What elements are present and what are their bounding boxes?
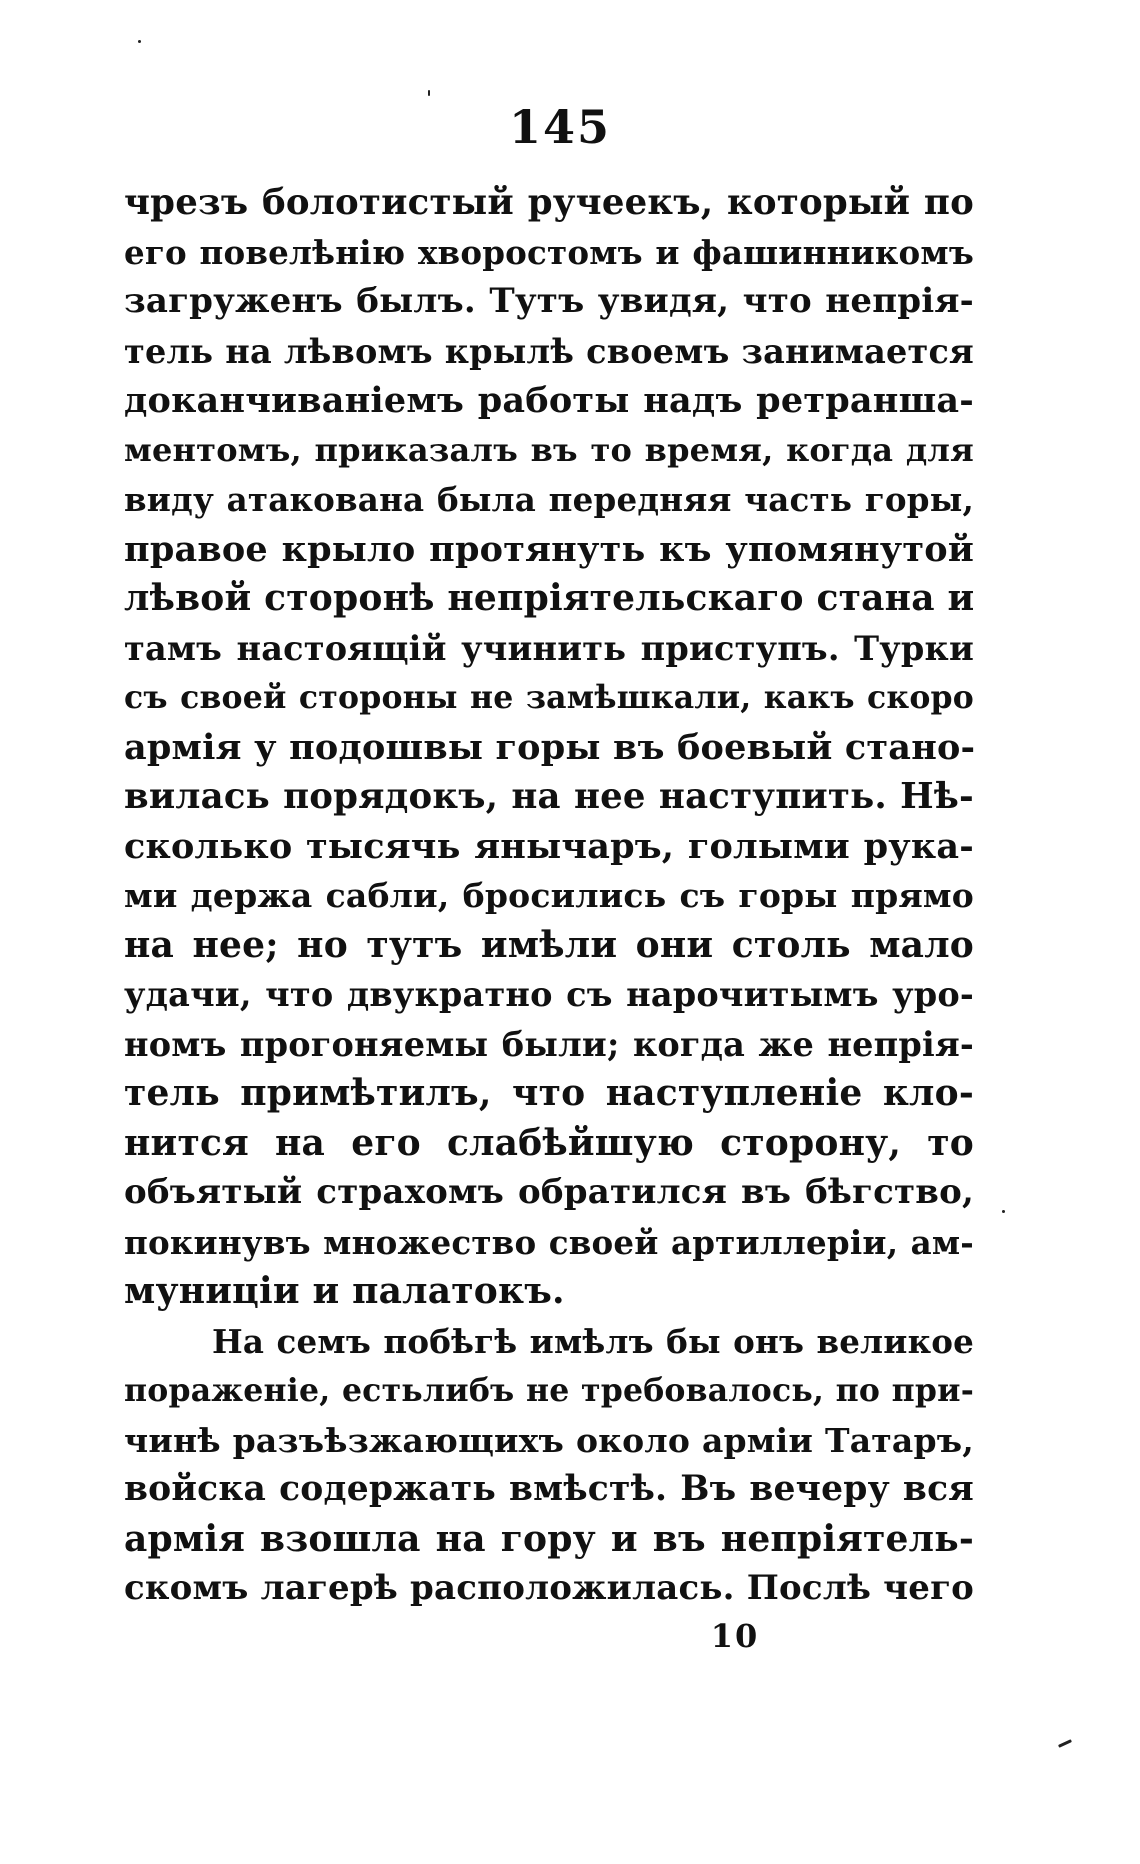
text-line: скомъ лагерѣ расположилась. Послѣ чего (124, 1568, 974, 1608)
text-line: виду атакована была передняя часть горы, (124, 480, 974, 519)
text-line: пораженіе, естьлибъ не требовалось, по при- (124, 1372, 974, 1409)
scan-speck (138, 40, 141, 43)
text-line: покинувъ множество своей артиллеріи, ам- (124, 1222, 974, 1262)
text-line: тель на лѣвомъ крылѣ своемъ занимается (124, 331, 974, 371)
text-line: ми держа сабли, бросились съ горы прямо (124, 876, 974, 915)
text-line: объятый страхомъ обратился въ бѣгство, (124, 1172, 974, 1212)
scan-speck (1002, 1210, 1005, 1213)
text-line: его повелѣнію хворостомъ и фашинникомъ (124, 232, 974, 272)
text-line: ментомъ, приказалъ въ то время, когда для (124, 430, 974, 469)
text-line: загруженъ былъ. Тутъ увидя, что непрія- (124, 281, 974, 321)
text-line: армія у подошвы горы въ боевый стано- (124, 726, 976, 768)
scan-speck (428, 90, 430, 96)
scan-speck (1058, 1739, 1072, 1748)
text-line: доканчиваніемъ работы надъ ретранша- (124, 380, 974, 421)
text-line: лѣвой сторонѣ непріятельскаго стана и (124, 577, 975, 619)
body-text (124, 178, 974, 1614)
text-line: вилась порядокъ, на нее наступить. Нѣ- (124, 776, 974, 817)
text-line: нится на его слабѣйшую сторону, то (124, 1121, 974, 1164)
text-line: съ своей стороны не замѣшкали, какъ скоро (124, 679, 974, 716)
text-line: на нее; но тутъ имѣли они столь мало (124, 923, 974, 966)
text-line: чинѣ разъѣзжающихъ около арміи Татаръ, (124, 1420, 974, 1460)
text-line: На семъ побѣгѣ имѣлъ бы онъ великое (212, 1321, 974, 1361)
text-line: армія взошла на гору и въ непріятель- (124, 1517, 974, 1560)
text-line: тамъ настоящій учинить приступъ. Турки (124, 628, 974, 668)
text-line: войска содержать вмѣстѣ. Въ вечеру вся (124, 1469, 974, 1509)
signature-mark: 10 (710, 1617, 760, 1655)
text-line: правое крыло протянуть къ упомянутой (124, 528, 974, 570)
text-line: муниціи и палатокъ. (124, 1270, 565, 1312)
page-number: 145 (508, 100, 612, 154)
text-line: удачи, что двукратно съ нарочитымъ уро- (124, 975, 974, 1014)
text-line: тель примѣтилъ, что наступленіе кло- (124, 1072, 974, 1114)
text-line: чрезъ болотистый ручеекъ, который по (124, 182, 974, 223)
text-line: сколько тысячь янычаръ, голыми рука- (124, 825, 974, 867)
text-line: номъ прогоняемы были; когда же непрія- (124, 1024, 974, 1064)
